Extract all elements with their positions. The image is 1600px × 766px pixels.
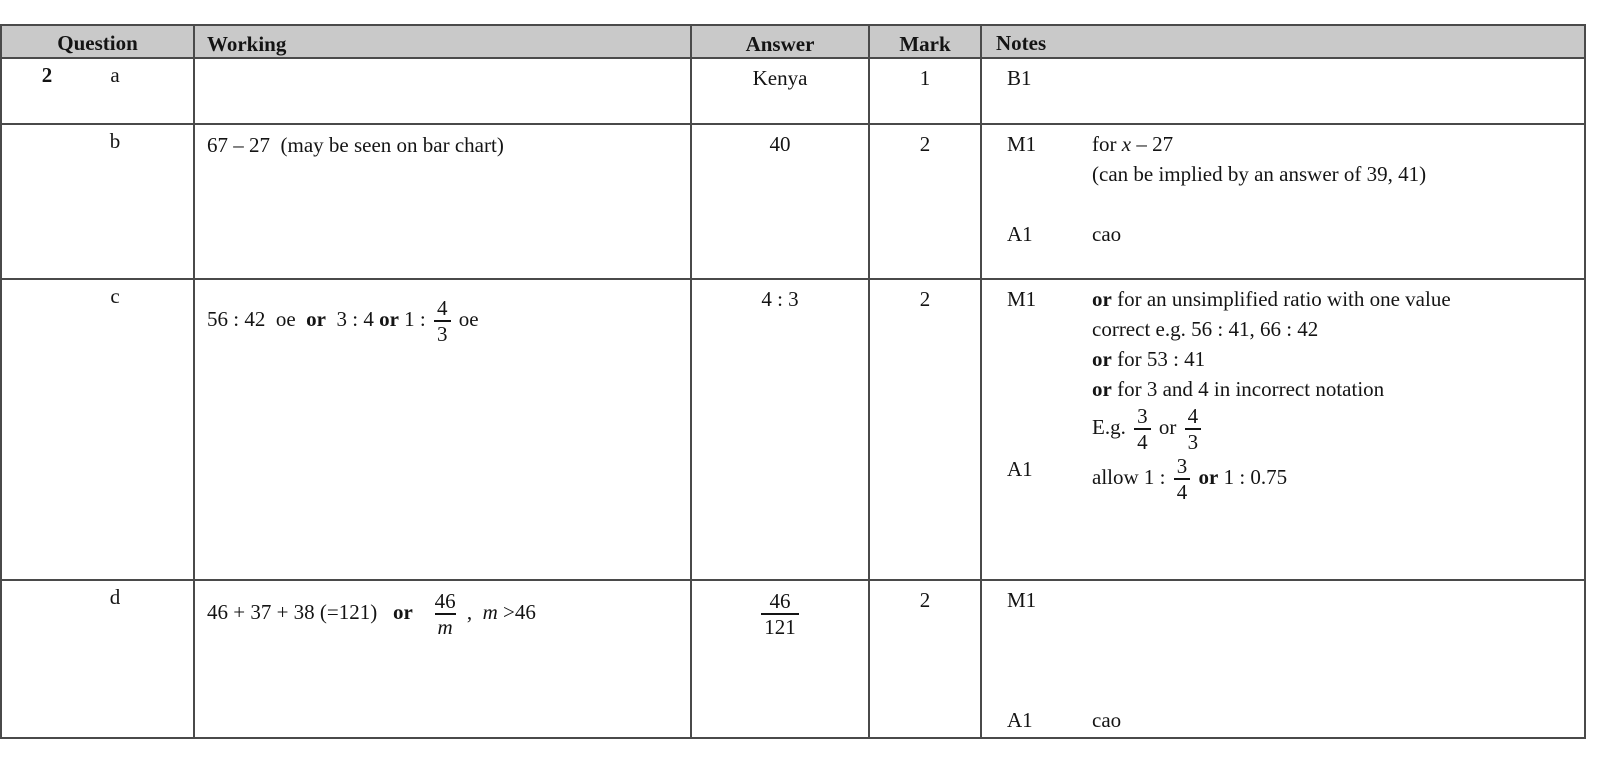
question-part: c xyxy=(110,284,120,308)
fraction: $\frac{46}{m}$ xyxy=(434,589,456,639)
notes-cell xyxy=(982,59,1584,123)
table-row xyxy=(2,59,1584,125)
answer-cell: 4 : 3 xyxy=(692,280,870,579)
note-text xyxy=(1092,705,1584,735)
note-item xyxy=(982,219,1584,249)
note-item xyxy=(982,63,1584,93)
question-cell xyxy=(2,581,195,737)
note-item xyxy=(982,585,1584,615)
working-cell xyxy=(195,59,692,123)
note-line: for x – 27 xyxy=(1092,132,1174,156)
table-header-row xyxy=(2,26,1584,59)
table-row xyxy=(2,125,1584,280)
working-cell: 56 : 42 oe or 3 : 4 or 1 : $\frac{4}{3}$ oe xyxy=(195,280,692,579)
note-line: allow 1 : $\frac{3}{4}$ or 1 : 0.75 xyxy=(1092,454,1288,504)
notes-cell xyxy=(982,581,1584,737)
fraction: $\frac{3}{4}$ xyxy=(1134,404,1151,454)
note-line: correct e.g. 56 : 41, 66 : 42 xyxy=(1092,317,1319,341)
notes-cell xyxy=(982,280,1584,579)
note-mark-code: B1 xyxy=(1007,66,1032,90)
note-item xyxy=(982,284,1584,454)
question-cell xyxy=(2,280,195,579)
note-line: or for 53 : 41 xyxy=(1092,347,1206,371)
note-item xyxy=(982,129,1584,189)
question-cell xyxy=(2,59,195,123)
note-line: or for an unsimplified ratio with one value xyxy=(1092,287,1451,311)
note-item xyxy=(982,705,1584,735)
working-cell: 46 + 37 + 38 (=121) or $\frac{46}{m}$ , m >46 xyxy=(195,581,692,737)
header-working: Working xyxy=(195,26,692,57)
working-cell: 67 – 27 (may be seen on bar chart) xyxy=(195,125,692,278)
table-row xyxy=(2,581,1584,737)
note-text xyxy=(1092,454,1584,504)
note-mark-code: M1 xyxy=(1007,132,1037,156)
note-mark-code: A1 xyxy=(1007,222,1033,246)
note-line: cao xyxy=(1092,708,1122,732)
note-item xyxy=(982,454,1584,504)
note-line: E.g. $\frac{3}{4}$ or $\frac{4}{3}$ xyxy=(1092,404,1584,454)
table-body xyxy=(2,59,1584,737)
question-cell xyxy=(2,125,195,278)
note-text xyxy=(1092,284,1584,454)
fraction: $\frac{3}{4}$ xyxy=(1174,454,1191,504)
mark-scheme-table xyxy=(0,24,1586,739)
answer-cell xyxy=(692,581,870,737)
fraction: $\frac{4}{3}$ xyxy=(1185,404,1202,454)
fraction: $\frac{46}{121}$ xyxy=(761,589,799,639)
note-mark-code: A1 xyxy=(1007,457,1033,481)
mark-cell: 2 xyxy=(870,125,982,278)
fraction: $\frac{4}{3}$ xyxy=(434,296,451,346)
note-line: cao xyxy=(1092,222,1122,246)
notes-cell xyxy=(982,125,1584,278)
answer-cell: Kenya xyxy=(692,59,870,123)
question-part: b xyxy=(109,129,121,153)
note-text xyxy=(1092,219,1584,249)
note-line: (can be implied by an answer of 39, 41) xyxy=(1092,162,1427,186)
note-mark-code: M1 xyxy=(1007,287,1037,311)
mark-cell: 2 xyxy=(870,280,982,579)
note-text xyxy=(1092,129,1584,189)
header-question: Question xyxy=(2,26,195,57)
mark-cell: 2 xyxy=(870,581,982,737)
note-mark-code: A1 xyxy=(1007,708,1033,732)
header-answer: Answer xyxy=(692,26,870,57)
note-mark-code: M1 xyxy=(1007,588,1037,612)
header-notes: Notes xyxy=(996,31,1047,55)
note-line: or for 3 and 4 in incorrect notation xyxy=(1092,377,1385,401)
question-number: 2 xyxy=(41,63,53,87)
header-mark: Mark xyxy=(870,26,982,57)
mark-cell: 1 xyxy=(870,59,982,123)
question-part: d xyxy=(109,585,121,609)
answer-cell: 40 xyxy=(692,125,870,278)
question-part: a xyxy=(110,63,120,87)
table-row xyxy=(2,280,1584,581)
